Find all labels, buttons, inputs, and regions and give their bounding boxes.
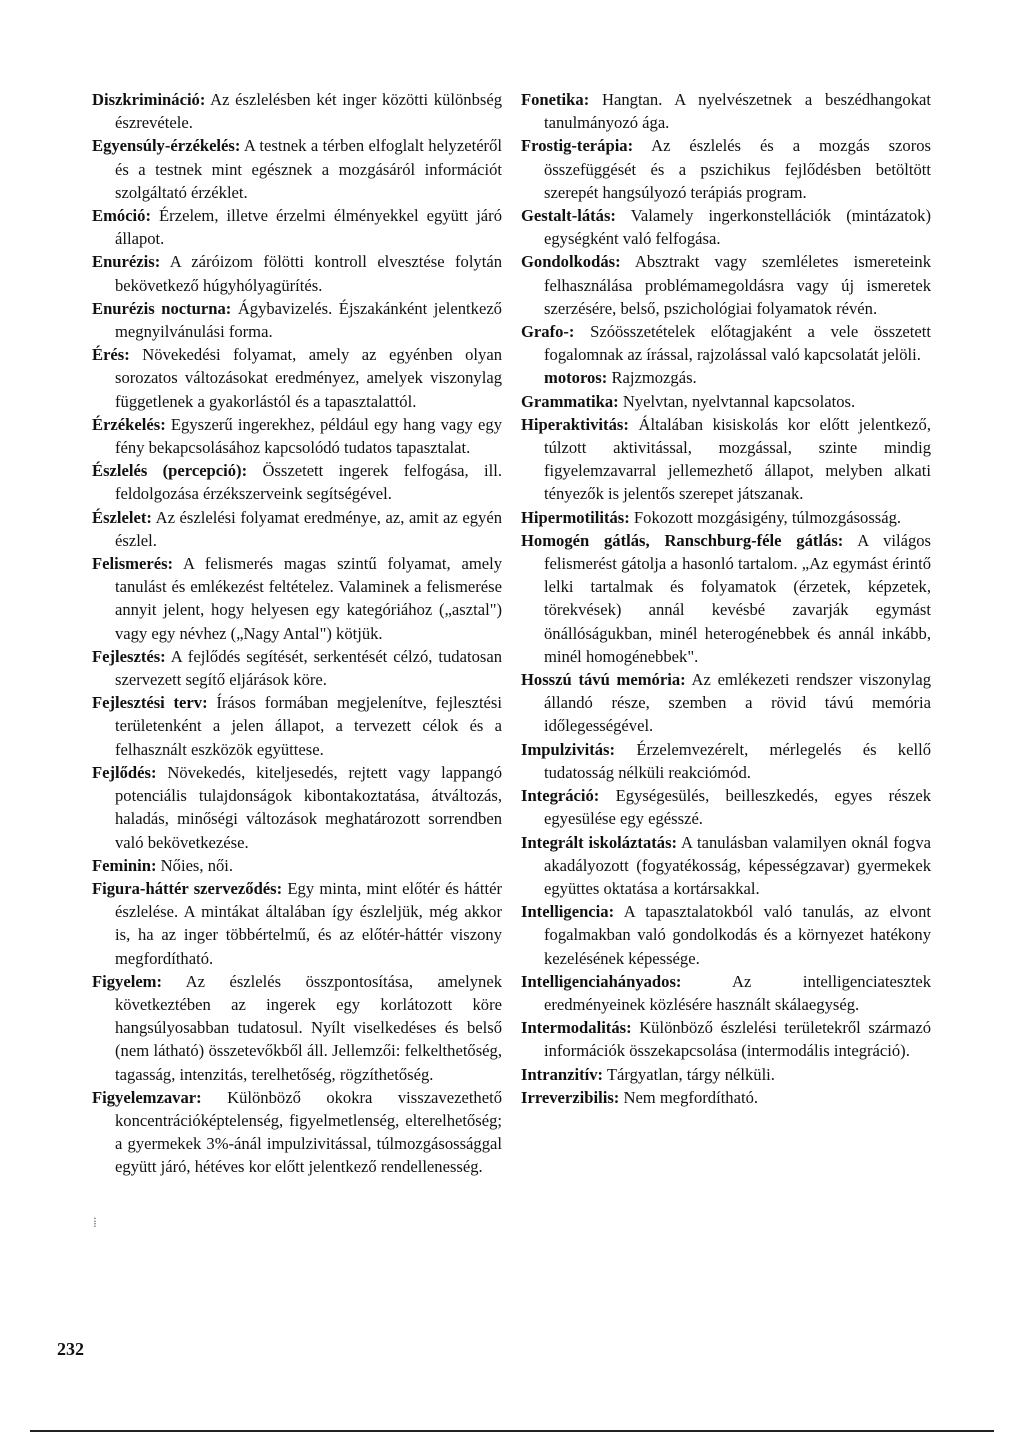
glossary-entry <box>92 88 502 134</box>
glossary-entry <box>92 970 502 1086</box>
glossary-entry <box>92 343 502 413</box>
glossary-entry <box>521 366 931 389</box>
glossary-entry <box>92 552 502 645</box>
glossary-definition: Valamely ingerkonstellációk (mintázatok) egységként való felfogása. <box>544 206 931 249</box>
glossary-term: Gestalt-látás: <box>521 206 616 226</box>
page-number: 232 <box>57 1339 84 1359</box>
glossary-definition: A testnek a térben elfoglalt helyzetéről és a testnek mint egésznek a mozgásáról információt szolgáltató érzéklet. <box>115 136 502 202</box>
glossary-definition: Nyelvtan, nyelvtannal kapcsolatos. <box>618 391 856 411</box>
glossary-definition: Összetett ingerek felfogása, ill. feldolgozása érzékszerveink segítségével. <box>115 461 502 504</box>
glossary-term: Felismerés: <box>92 554 174 574</box>
glossary-term: Integráció: <box>521 786 600 806</box>
glossary-definition: Az észlelés összpontosítása, amelynek következtében az ingerek egy korlátozott köre hangsúlyosabban tudatosul. Nyílt viselkedéses és belső (nem látható) összetevőkből áll. Jellemzői: felkelthetőség, tagasság, intenzitás, terelhetőség, rögzíthetőség. <box>115 971 502 1084</box>
glossary-definition: Fokozott mozgásigény, túlmozgásosság. <box>629 507 902 527</box>
left-column <box>92 88 502 1179</box>
glossary-definition: Absztrakt vagy szemléletes ismereteink felhasználása problémamegoldásra vagy új ismeretek szerzésére, belső, pszichológiai folyamatok révén. <box>544 252 931 318</box>
glossary-term: Észlelet: <box>92 507 152 527</box>
glossary-entry <box>521 134 931 204</box>
glossary-entry <box>521 204 931 250</box>
glossary-term: Hipermotilitás: <box>521 507 630 527</box>
glossary-term: Fejlődés: <box>92 762 157 782</box>
glossary-term: Figura-háttér szerveződés: <box>92 878 283 898</box>
glossary-term: Integrált iskoláztatás: <box>521 832 678 852</box>
glossary-entry <box>521 506 931 529</box>
glossary-entry <box>521 831 931 901</box>
glossary-definition: Különböző észlelési területekről származó információk összekapcsolása (intermodális integráció). <box>544 1018 931 1061</box>
glossary-term: motoros: <box>544 368 608 388</box>
glossary-term: Feminin: <box>92 855 157 875</box>
glossary-entry <box>521 320 931 366</box>
glossary-term: Homogén gátlás, Ranschburg-féle gátlás: <box>521 530 844 550</box>
glossary-term: Fejlesztési terv: <box>92 693 208 713</box>
glossary-entry <box>92 854 502 877</box>
glossary-entry <box>521 738 931 784</box>
glossary-entry <box>92 134 502 204</box>
glossary-definition: Egységesülés, beilleszkedés, egyes részek egyesülése egy egésszé. <box>544 786 931 829</box>
glossary-entry <box>521 88 931 134</box>
glossary-entry <box>92 691 502 761</box>
glossary-term: Érzékelés: <box>92 414 166 434</box>
glossary-entry <box>92 761 502 854</box>
glossary-term: Grammatika: <box>521 391 619 411</box>
glossary-definition: Egy minta, mint előtér és háttér észlelése. A mintákat általában így észleljük, még akkor is, ha az inger többértelmű, és az előtér-háttér viszony megfordítható. <box>115 878 502 968</box>
glossary-definition: Ágybavizelés. Éjszakánként jelentkező megnyilvánulási forma. <box>115 298 502 342</box>
glossary-definition: Rajzmozgás. <box>607 368 697 388</box>
glossary-term: Hiperaktivitás: <box>521 414 629 434</box>
margin-mark: ⁞ <box>93 1216 97 1231</box>
glossary-definition: Érzelem, illetve érzelmi élményekkel együtt járó állapot. <box>115 206 502 249</box>
glossary-definition: Tárgyatlan, tárgy nélküli. <box>603 1064 775 1084</box>
glossary-definition: A záróizom fölötti kontroll elvesztése folytán bekövetkező húgyhólyagürítés. <box>115 252 502 295</box>
glossary-term: Emóció: <box>92 206 151 226</box>
glossary-entry <box>92 645 502 691</box>
glossary-term: Grafo-: <box>521 322 575 342</box>
glossary-entry <box>521 1063 931 1086</box>
glossary-definition: Különböző okokra visszavezethető koncentrációképtelenség, figyelmetlenség, elterelhetőség; a gyermekek 3%-ánál impulzivitással, túlmozgásossággal együtt járó, hétéves kor előtt jelentkező rendellenesség. <box>115 1087 502 1177</box>
glossary-definition: Nem megfordítható. <box>619 1087 759 1107</box>
glossary-entry <box>92 250 502 296</box>
glossary-definition: Egyszerű ingerekhez, például egy hang vagy egy fény bekapcsolásához kapcsolódó tudatos tapasztalat. <box>115 414 502 458</box>
glossary-definition: Általában kisiskolás kor előtt jelentkező, túlzott aktivitással, mozgással, szinte mindig figyelemzavarral jellemezhető állapot, melyben alkati tényezők is jelentős szerepet játszanak. <box>544 414 931 504</box>
glossary-term: Intranzitív: <box>521 1064 604 1084</box>
glossary-definition: Érzelemvezérelt, mérlegelés és kellő tudatosság nélküli reakciómód. <box>544 739 931 782</box>
glossary-definition: A fejlődés segítését, serkentését célzó, tudatosan szervezett segítő eljárások köre. <box>115 646 502 690</box>
glossary-entry <box>521 784 931 830</box>
glossary-term: Intelligenciahányados: <box>521 971 682 991</box>
glossary-definition: Az észlelés és a mozgás szoros összefüggését és a pszichikus fejlődésben betöltött szerepét hangsúlyozó terápiás program. <box>544 136 931 202</box>
glossary-entry <box>521 529 931 668</box>
glossary-entry <box>521 390 931 413</box>
right-column <box>521 88 931 1109</box>
bottom-rule <box>30 1430 994 1432</box>
glossary-definition: Növekedés, kiteljesedés, rejtett vagy lappangó potenciális tulajdonságok kibontakoztatása, átváltozás, haladás, minőségi változások meghatározott sorrendben való bekövetkezése. <box>115 762 502 852</box>
glossary-term: Enurézis nocturna: <box>92 298 232 318</box>
glossary-definition: A tapasztalatokból való tanulás, az elvont fogalmakban való gondolkodás és a környezet hatékony kezelésének képessége. <box>544 902 931 968</box>
glossary-definition: Az észlelési folyamat eredménye, az, amit az egyén észlel. <box>115 507 502 550</box>
glossary-entry <box>521 1086 931 1109</box>
glossary-definition: A felismerés magas szintű folyamat, amely tanulást és emlékezést feltételez. Valaminek a felismerése annyit jelent, hogy helyesen egy kategóriához („asztal") vagy egy névhez („Nagy Antal") kötjük. <box>115 554 502 643</box>
glossary-definition: Növekedési folyamat, amely az egyénben olyan sorozatos változásokat eredményez, amelyek viszonylag függetlenek a gyakorlástól és a tapasztalattól. <box>115 345 502 411</box>
glossary-term: Impulzivitás: <box>521 739 616 759</box>
glossary-definition: A világos felismerést gátolja a hasonló tartalom. „Az egymást érintő lelki tartalmak és folyamatok (érzetek, képzetek, törekvések) annál kevésbé zavarják egymást önállóságukban, minél heterogénebbek és annál inkább, minél homogénebbek". <box>544 530 932 666</box>
glossary-term: Frostig-terápia: <box>521 136 634 156</box>
glossary-term: Hosszú távú memória: <box>521 670 686 690</box>
glossary-entry <box>92 297 502 343</box>
glossary-term: Irreverzibilis: <box>521 1087 620 1107</box>
glossary-definition: Nőies, női. <box>156 855 234 875</box>
glossary-term: Érés: <box>92 345 130 365</box>
glossary-term: Enurézis: <box>92 252 161 272</box>
glossary-entry <box>521 413 931 506</box>
glossary-term: Diszkrimináció: <box>92 90 206 109</box>
glossary-entry <box>92 204 502 250</box>
glossary-term: Egyensúly-érzékelés: <box>92 136 241 156</box>
glossary-definition: Az intelligenciatesztek eredményeinek közlésére használt skálaegység. <box>544 971 931 1014</box>
glossary-entry <box>92 459 502 505</box>
glossary-term: Észlelés (percepció): <box>92 461 248 481</box>
glossary-term: Fejlesztés: <box>92 646 166 666</box>
glossary-entry <box>521 970 931 1016</box>
glossary-term: Fonetika: <box>521 90 590 109</box>
glossary-definition: A tanulásban valamilyen oknál fogva akadályozott (fogyatékosság, képességzavar) gyermekek együttes oktatása a kortársakkal. <box>544 832 931 898</box>
glossary-definition: Szóösszetételek előtagjaként a vele összetett fogalomnak az írással, rajzolással való kapcsolatát jelöli. <box>544 322 931 365</box>
glossary-entry <box>521 250 931 320</box>
glossary-term: Figyelem: <box>92 971 163 991</box>
glossary-entry <box>521 1016 931 1062</box>
glossary-entry <box>92 877 502 970</box>
glossary-term: Intermodalitás: <box>521 1018 632 1038</box>
glossary-term: Intelligencia: <box>521 902 615 922</box>
glossary-entry <box>521 900 931 970</box>
glossary-definition: Az észlelésben két inger közötti különbség észrevétele. <box>115 90 502 133</box>
glossary-term: Gondolkodás: <box>521 252 621 272</box>
glossary-entry <box>92 506 502 552</box>
glossary-definition: Hangtan. A nyelvészetnek a beszédhangokat tanulmányozó ága. <box>544 90 931 133</box>
glossary-entry <box>92 1086 502 1179</box>
glossary-definition: Az emlékezeti rendszer viszonylag állandó része, szemben a rövid távú memória időlegességével. <box>544 670 931 736</box>
glossary-entry <box>521 668 931 738</box>
glossary-term: Figyelemzavar: <box>92 1087 202 1107</box>
glossary-entry <box>92 413 502 459</box>
glossary-definition: Írásos formában megjelenítve, fejlesztési területenként a jelen állapot, a tervezett célok és a felhasznált eszközök együttese. <box>115 693 502 759</box>
